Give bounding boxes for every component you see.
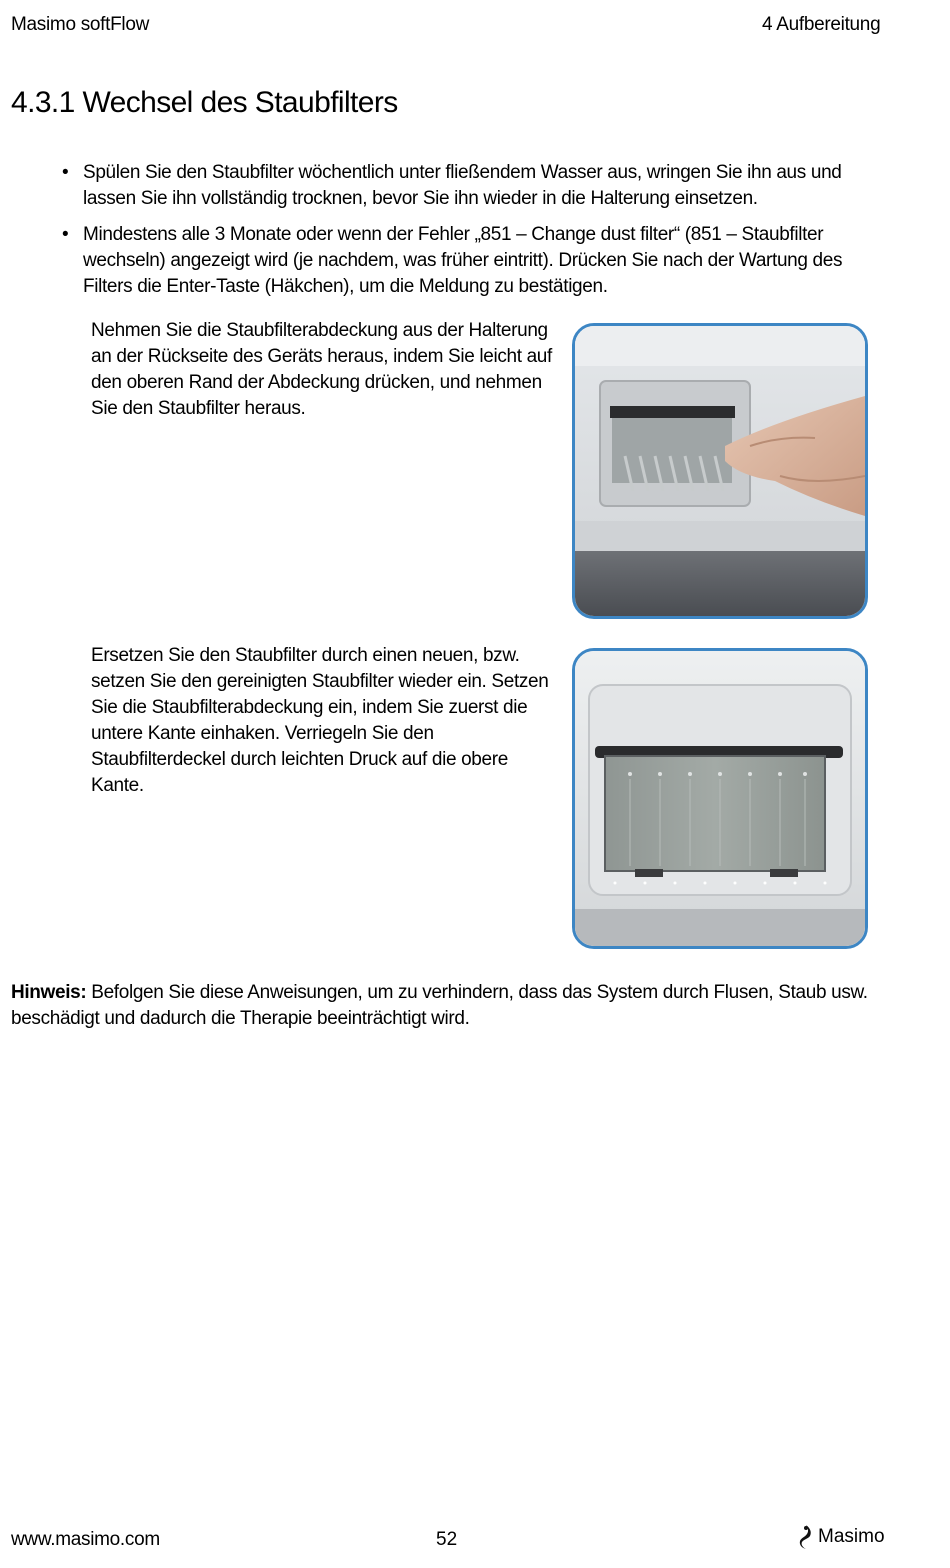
list-item-text: Mindestens alle 3 Monate oder wenn der Fehler „851 – Change dust filter“ (851 – Staubfilter wechseln) angezeigt wird (je nachdem, was früher eintritt). Drücken Sie nach der Wartung des Filters die Enter-Taste (Häkchen), um die Meldung zu bestätigen.	[83, 224, 843, 297]
bullet-icon: •	[62, 224, 69, 245]
instruction-list	[62, 160, 882, 310]
footer-website: www.masimo.com	[11, 1529, 160, 1550]
photo-filter-installed	[572, 648, 868, 949]
filter-removal-illustration	[575, 326, 865, 616]
note-label: Hinweis:	[11, 982, 87, 1003]
list-item	[62, 222, 882, 300]
step-2-text: Ersetzen Sie den Staubfilter durch einen neuen, bzw. setzen Sie den gereinigten Staubfilter wieder ein. Setzen Sie die Staubfilterabdeckung ein, indem Sie zuerst die untere Kante einhaken. Verriegeln Sie den Staubfilterdeckel durch leichten Druck auf die obere Kante.	[91, 645, 549, 796]
filter-installed-illustration	[575, 651, 865, 946]
header-doc-title: Masimo softFlow	[11, 14, 150, 35]
photo-filter-removal	[572, 323, 868, 619]
masimo-logo-icon	[798, 1524, 814, 1550]
footer-brand-name: Masimo	[818, 1526, 885, 1547]
step-1-text: Nehmen Sie die Staubfilterabdeckung aus der Halterung an der Rückseite des Geräts heraus, indem Sie leicht auf den oberen Rand der Abdeckung drücken, und nehmen Sie den Staubfilter heraus.	[91, 320, 552, 419]
list-item	[62, 160, 882, 212]
footer-brand	[798, 1524, 885, 1550]
section-title: 4.3.1 Wechsel des Staubfilters	[11, 86, 398, 119]
header-chapter: 4 Aufbereitung	[762, 14, 881, 35]
note-paragraph	[11, 980, 871, 1032]
note-text: Befolgen Sie diese Anweisungen, um zu verhindern, dass das System durch Flusen, Staub usw. beschädigt und dadurch die Therapie beeinträchtigt wird.	[11, 982, 868, 1029]
list-item-text: Spülen Sie den Staubfilter wöchentlich unter fließendem Wasser aus, wringen Sie ihn aus und lassen Sie ihn vollständig trocknen, bevor Sie ihn wieder in die Halterung einsetzen.	[83, 162, 842, 209]
bullet-icon: •	[62, 162, 69, 183]
footer-page-number: 52	[436, 1529, 458, 1550]
